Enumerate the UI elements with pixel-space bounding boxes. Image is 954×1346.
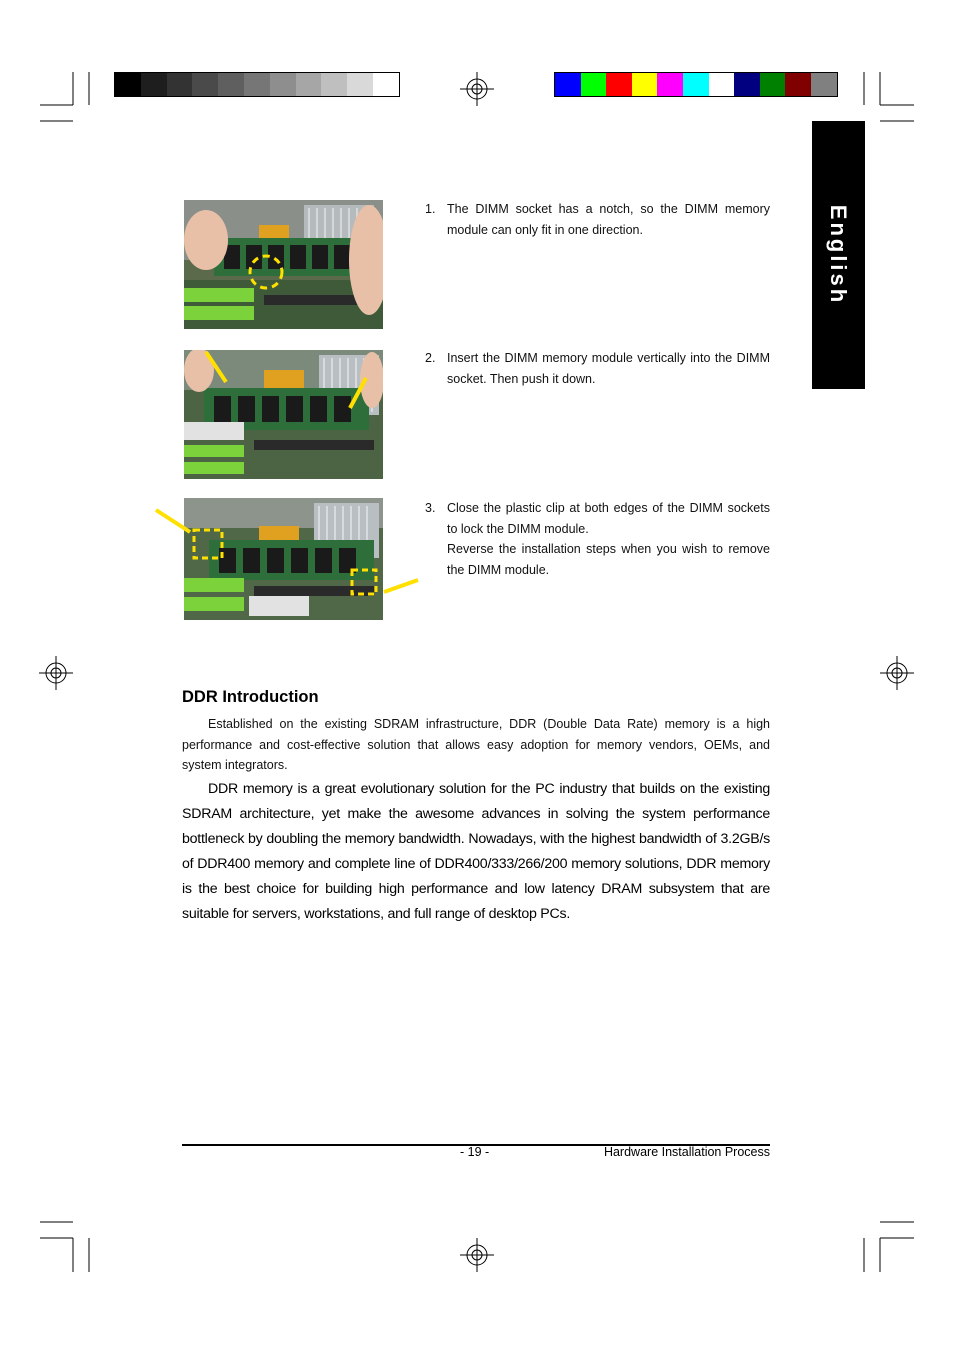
step-1 <box>425 199 770 240</box>
gray-swatch-0 <box>115 73 141 96</box>
color-swatch-3 <box>632 73 658 96</box>
color-swatch-8 <box>760 73 786 96</box>
step-text-reverse: Reverse the installation steps when you wish to remove the DIMM module. <box>447 542 770 577</box>
step-number: 1. <box>425 202 436 216</box>
step-2 <box>425 348 770 389</box>
color-swatch-2 <box>606 73 632 96</box>
photo-dimm-notch <box>184 200 383 329</box>
color-swatch-1 <box>581 73 607 96</box>
gray-swatch-4 <box>218 73 244 96</box>
ddr-paragraph-1: Established on the existing SDRAM infrastructure, DDR (Double Data Rate) memory is a high performance and cost-effective solution that allows easy adoption for memory vendors, OEMs, and system integrators. <box>182 717 770 773</box>
color-calibration-bar <box>554 72 838 97</box>
color-swatch-7 <box>734 73 760 96</box>
step-text: Insert the DIMM memory module vertically into the DIMM socket. Then push it down. <box>447 351 770 386</box>
color-swatch-4 <box>657 73 683 96</box>
step-3 <box>425 498 770 580</box>
step-text: Close the plastic clip at both edges of the DIMM sockets to lock the DIMM module. <box>447 501 770 536</box>
step-number: 2. <box>425 351 436 365</box>
section-heading: DDR Introduction <box>182 688 319 706</box>
gray-swatch-7 <box>296 73 322 96</box>
gray-swatch-2 <box>167 73 193 96</box>
gray-swatch-1 <box>141 73 167 96</box>
registration-target-icon <box>39 72 914 1272</box>
photo-dimm-insert <box>184 350 383 479</box>
grayscale-calibration-bar <box>114 72 400 97</box>
highlight-arrows <box>150 500 425 610</box>
step-text: The DIMM socket has a notch, so the DIMM memory module can only fit in one direction. <box>447 202 770 237</box>
gray-swatch-10 <box>373 73 399 96</box>
gray-swatch-5 <box>244 73 270 96</box>
ddr-paragraph-2: DDR memory is a great evolutionary solution for the PC industry that builds on the existing SDRAM architecture, yet make the awesome advances in solving the system performance bottleneck by doubling the memory bandwidth. Nowadays, with the highest bandwidth of 3.2GB/s of DDR400 memory and complete line of DDR400/333/266/200 memory solutions, DDR memory is the best choice for building high performance and low latency DRAM subsystem that are suitable for servers, workstations, and full range of desktop PCs. <box>182 781 770 922</box>
color-swatch-9 <box>785 73 811 96</box>
color-swatch-5 <box>683 73 709 96</box>
color-swatch-0 <box>555 73 581 96</box>
page-number: - 19 - <box>460 1145 490 1159</box>
step-number: 3. <box>425 501 436 515</box>
color-swatch-6 <box>709 73 735 96</box>
language-tab <box>812 121 865 389</box>
gray-swatch-6 <box>270 73 296 96</box>
gray-swatch-9 <box>347 73 373 96</box>
gray-swatch-8 <box>321 73 347 96</box>
gray-swatch-3 <box>192 73 218 96</box>
language-tab-label: English <box>826 204 852 306</box>
footer-section-title: Hardware Installation Process <box>603 1145 770 1159</box>
color-swatch-10 <box>811 73 837 96</box>
